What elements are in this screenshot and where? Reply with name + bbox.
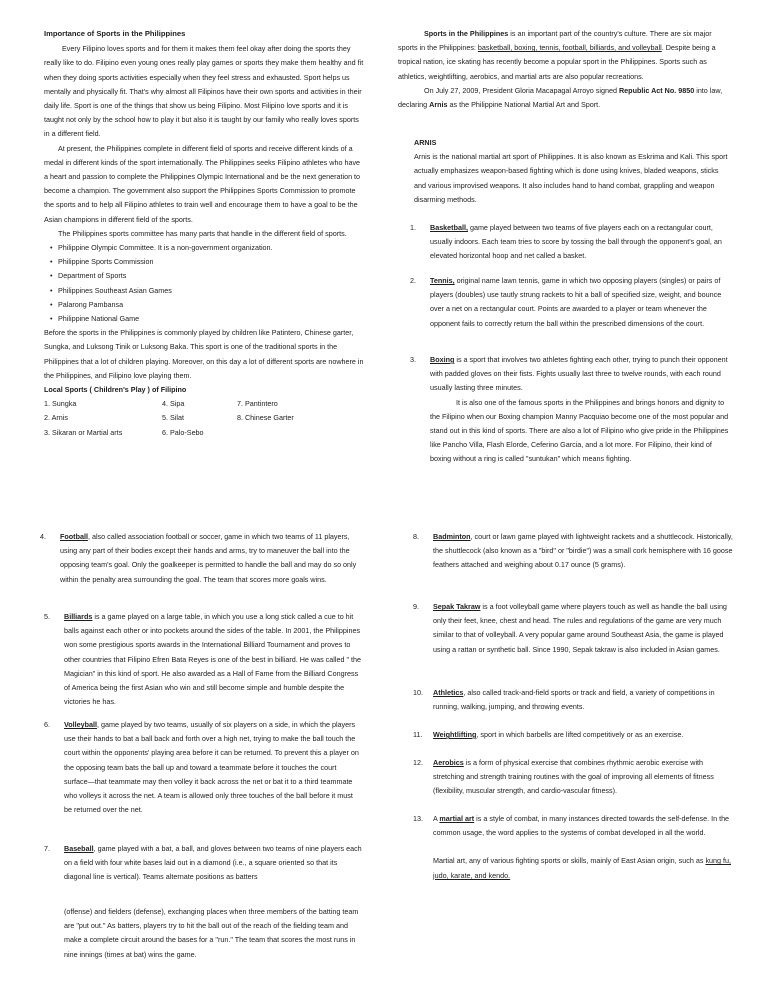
list-item: • Palarong Pambansa (44, 298, 366, 312)
item-text (430, 274, 732, 331)
paragraph-1: Every Filipino loves sports and for them it makes them feel okay after doing the sports they really like to do. Filipino even young ones really play games or sports they make them healthy and fit when they doing sports activities especially when they feel stress and exhausted. Sport helps us mentally and physically fit. That's why almost all Filipinos have their own sports and activities in their daily life. Sport is one of the things that show us being Filipino. Most Filipino love sports and it is taught not only by the school how to play it but also it is taught by our family who really loves sports in a different field. (44, 44, 364, 139)
item-number: 13. (413, 814, 423, 823)
definition: , also called association football or soccer, game in which two teams of 11 players, using any part of their bodies except their hands and arms, try to maneuver the ball into the opposing team's goal. Only the goalkeeper is permitted to handle the ball and may do so only within the penalty area surrounding the goal. The team that scores more goals wins. (60, 532, 357, 584)
intro-text-2: . Despite being a tropical nation, ice skating has recently become a popular sport in the Philippines. Sports such as athletics, weightlifting, aerobics, and martial arts are also popular recreations. (398, 43, 716, 81)
term: martial art (439, 814, 475, 823)
definition: , game played with a bat, a ball, and gloves between two teams of nine players each on a field with four white bases laid out in a diamond (i.e., a square oriented so that its diagonal line is vertical). Teams alternate positions as batters (64, 844, 362, 882)
item-number: 2. (410, 276, 416, 285)
definition: is a game played on a large table, in which you use a long stick called a cue to hit balls against each other or into pockets around the sides of the table. In 2001, the Philippines won some prestigious sports awards in the International Billiard Tournament and proves to other countries that Filipino Efren Bata Reyes is one of the best in billiard. He was called " the Magician" in this kind of sport. He also awarded as a Hall of Fame from the Billiard Congress of America being the first Asian who win and still become simple and humble despite the victories he has. (64, 612, 361, 707)
definition: , court or lawn game played with lightweight rackets and a shuttlecock. Historically, the shuttlecock (also known as a "bird" or "birdie") was a small cork hemisphere with 16 goose feathers attached and weighing about 0.17 ounce (5 grams). (433, 532, 733, 570)
item-number: 1. (410, 223, 416, 232)
term: Badminton (433, 532, 471, 541)
item-number: 3. (410, 355, 416, 364)
paragraph-3: The Philippines sports committee has many parts that handle in the different field of sports. (58, 228, 347, 238)
item-number: 9. (413, 602, 419, 611)
arnis-text: Arnis is the national martial art sport of Philippines. It is also known as Eskrima and Kali. This sport actually emphasizes weapon-based fighting which is done using knives, bladed weapons, sticks and various improvised weapons. It also includes hand to hand combat, grappling and weapon disarming methods. (414, 152, 728, 204)
term: Volleyball (64, 720, 98, 729)
arnis-title: ARNIS (414, 138, 437, 147)
law-act: Republic Act No. 9850 (618, 85, 695, 95)
list-item: 3. Sikaran or Martial arts (44, 427, 123, 437)
local-sports-title: Local Sports ( Children's Play ) of Filipino (44, 385, 187, 395)
list-item: 7. Pantintero (237, 399, 278, 409)
item-number: 10. (413, 688, 423, 697)
list-item: 5. Silat (162, 413, 184, 423)
item-text (60, 530, 362, 587)
term: Billiards (64, 612, 93, 621)
law-text: On July 27, 2009, President Gloria Macapagal Arroyo signed (424, 85, 619, 95)
list-item: 4. Sipa (162, 399, 185, 409)
list-item: 8. Chinese Garter (237, 413, 294, 423)
definition: is a sport that involves two athletes fighting each other, trying to punch their opponent with padded gloves on their fists. Fights usually last three to twelve rounds, with each round usually lasting three minutes. (430, 355, 728, 393)
martial-list: kung fu, judo, karate, and kendo. (433, 856, 732, 880)
term: Basketball, (430, 223, 468, 232)
definition: is a form of physical exercise that combines rhythmic aerobic exercise with stretching and strength training routines with the goal of improving all elements of fitness (flexibility, muscular strength, and cardio-vascular fitness). (433, 758, 714, 796)
term: Weightlifting (433, 730, 477, 739)
law-arnis: Arnis (429, 100, 448, 110)
definition: original name lawn tennis, game in which two opposing players (singles) or pairs of players (doubles) use tautly strung rackets to hit a ball of specified size, weight, and bounce over a net on a rectangular court. Points are awarded to a player or team whenever the opponent fails to correctly return the ball within the prescribed dimensions of the court. (430, 276, 722, 328)
term: Sepak Takraw (433, 602, 481, 611)
item-text (430, 221, 732, 264)
paragraph-4: Before the sports in the Philippines is commonly played by children like Patintero, Chinese garter, Sungka, and Luksong Tinik or Luksong Baka. This sport is one of the traditional sports in the Philippines that a lot of children playing. Moreover, on this day a lot of different sports are nowhere in the Philippines, and Filipino love playing them. (44, 328, 364, 380)
item-number: 5. (44, 612, 50, 621)
item-number: 11. (413, 730, 423, 739)
definition: , sport in which barbells are lifted competitively or as an exercise. (476, 730, 684, 739)
item-text (433, 600, 733, 657)
item-text (433, 686, 733, 714)
item-text (64, 610, 362, 709)
arnis-section (414, 136, 732, 207)
list-item: • Department of Sports (44, 269, 366, 283)
list-item: 2. Arnis (44, 413, 68, 423)
left-column (44, 27, 366, 440)
term: Boxing (430, 355, 455, 364)
term: Aerobics (433, 758, 464, 767)
boxing-extra: It is also one of the famous sports in the Philippines and brings honors and dignity to the Filipino when our Boxing champion Manny Pacquiao become one of the most popular and stand out in this kind of sports. There are also a lot of Filipino who give pride in the Philippines like Pancho Villa, Flash Elorde, Ceferino Garcia, and a lot more. For Filipino, their kind of boxing without a ring is called "suntukan" which means fighting. (430, 397, 729, 464)
definition: , also called track-and-field sports or track and field, a variety of competitions in running, walking, jumping, and throwing events. (433, 688, 715, 712)
list-item (237, 426, 357, 440)
definition: , game played by two teams, usually of six players on a side, in which the players use their hands to bat a ball back and forth over a high net, trying to make the ball touch the court within the opponents' playing area before it can be returned. To prevent this a player on the opposing team bats the ball up and toward a teammate before it touches the court surface—that teammate may then volley it back across the net or bat it to a third teammate who volleys it across the net. A team is allowed only three touches of the ball before it must be returned over the net. (64, 720, 359, 815)
item-text (64, 842, 362, 885)
definition: game played between two teams of five players each on a rectangular court, usually indoors. Each team tries to score by tossing the ball through the opponent's goal, an elevated horizontal hoop and net called a basket. (430, 223, 722, 261)
list-item: 6. Palo-Sebo (162, 427, 204, 437)
list-item: • Philippines Southeast Asian Games (44, 284, 366, 298)
item-text (433, 530, 733, 573)
paragraph-2: At present, the Philippines complete in different field of sports and receive different kinds of a medal in different kinds of the sport internationally. The Philippines seeks Filipino athletes who have a heart and passion to complete the Philippines Olympic International and be the next generation to become a champion. The government also support the Philippines Sports Commission to promote the sports and to help all Filipino athletes to train well and encourage them to have a goal to be the Asian champions in different field of the sports. (44, 143, 361, 224)
list-item: • Philippine Olympic Committee. It is a non-government organization. (44, 241, 366, 255)
article: A (433, 814, 440, 823)
item-text (433, 812, 733, 883)
item-text (433, 756, 733, 799)
term: Tennis, (430, 276, 455, 285)
item-number: 7. (44, 844, 50, 853)
term: Football (60, 532, 88, 541)
intro-text: is an important part of the country's culture. There are six major sports in the Philippines: (398, 29, 712, 53)
item-number: 6. (44, 720, 50, 729)
term: Athletics (433, 688, 464, 697)
definition: is a style of combat, in many instances directed towards the self-defense. In the common usage, the word applies to the systems of combat developed in all the world. (433, 814, 730, 838)
committee-list (44, 241, 366, 326)
item-number: 8. (413, 532, 419, 541)
term: Baseball (64, 844, 94, 853)
right-column (398, 27, 732, 112)
item-number: 4. (40, 532, 46, 541)
intro-paragraph (398, 27, 732, 84)
item-text (433, 728, 733, 742)
local-sports-grid (44, 397, 366, 440)
law-text: as the Philippine National Martial Art and Sport. (447, 100, 601, 110)
item-text (64, 718, 362, 817)
list-item: 1. Sungka (44, 399, 77, 409)
intro-list: basketball, boxing, tennis, football, billiards, and volleyball (477, 43, 662, 53)
item-text (430, 353, 732, 467)
definition: is a foot volleyball game where players touch as well as handle the ball using only their feet, knee, chest and head. The rules and regulations of the game are very much similar to that of volleyball. A very popular game around Southeast Asia, the game is played using a rattan or synthetic ball. Since 1990, Sepak takraw is also included in Asian games. (433, 602, 727, 654)
list-item: • Philippine National Game (44, 312, 366, 326)
law-paragraph (398, 84, 732, 112)
intro-bold: Sports in the Philippines (424, 29, 509, 38)
definition: Martial art, any of various fighting sports or skills, mainly of East Asian origin, such as (433, 856, 706, 866)
page-title: Importance of Sports in the Philippines (44, 29, 186, 38)
item-number: 12. (413, 758, 423, 767)
list-item: • Philippine Sports Commission (44, 255, 366, 269)
law-text: into law, declaring (398, 85, 723, 110)
baseball-extra: (offense) and fielders (defense), exchanging places when three members of the batting team are "put out." As batters, players try to hit the ball out of the reach of the fielding team and make a complete circuit around the bases for a "run." The team that scores the most runs in nine innings (times at bat) wins the game. (64, 907, 359, 959)
